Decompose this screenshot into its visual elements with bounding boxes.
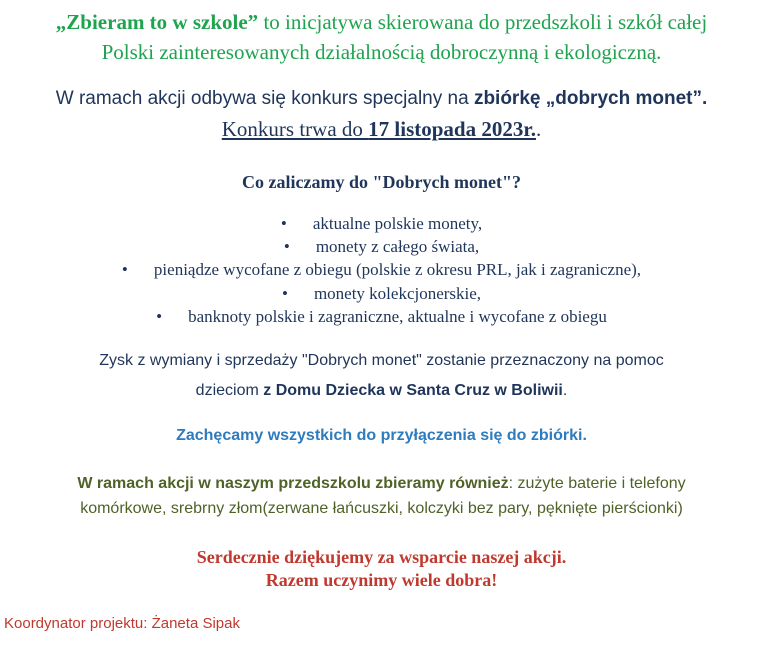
period: .	[562, 382, 568, 399]
coin-item-text: monety kolekcjonerskie,	[313, 284, 482, 303]
coin-item-text: pieniądze wycofane z obiegu (polskie z okresu PRL, jak i zagraniczne),	[153, 260, 642, 279]
bullet-icon: •	[121, 260, 128, 279]
profit-line-1: Zysk z wymiany i sprzedaży "Dobrych monet" zostanie przeznaczony na pomoc	[99, 352, 664, 369]
coin-item	[0, 307, 763, 327]
also-text: : zużyte baterie i telefony	[508, 475, 686, 492]
coin-item	[0, 284, 763, 304]
also-line-1	[0, 475, 763, 493]
bullet-icon: •	[280, 214, 287, 233]
profit-line-2	[0, 382, 763, 400]
coin-item-text: monety z całego świata,	[315, 237, 480, 256]
thanks-line-2: Razem uczynimy wiele dobra!	[265, 570, 498, 590]
coin-item	[0, 260, 763, 280]
campaign-name: „Zbieram to w szkole”	[55, 10, 259, 34]
contest-text: W ramach akcji odbywa się konkurs specjalny na	[55, 88, 474, 109]
also-heading: W ramach akcji w naszym przedszkolu zbieramy również	[77, 475, 509, 492]
thanks-line-1: Serdecznie dziękujemy za wsparcie naszej akcji.	[196, 547, 567, 567]
contest-duration: Konkurs trwa do	[221, 117, 369, 141]
coin-item-text: aktualne polskie monety,	[312, 214, 483, 233]
contest-name: zbiórkę „dobrych monet”.	[473, 88, 708, 109]
profit-text: dzieciom	[195, 382, 264, 399]
beneficiary: z Domu Dziecka w Santa Cruz w Boliwii	[263, 382, 563, 399]
coin-item-text: banknoty polskie i zagraniczne, aktualne i wycofane z obiegu	[188, 307, 607, 326]
coin-item	[0, 237, 763, 257]
bullet-icon: •	[283, 237, 290, 256]
coordinator: Koordynator projektu: Żaneta Sipak	[4, 615, 240, 632]
bullet-icon: •	[281, 284, 288, 303]
intro-line-2: Polski zainteresowanych działalnością dobroczynną i ekologiczną.	[101, 40, 662, 64]
bullet-icon: •	[156, 307, 163, 326]
contest-deadline: 17 listopada 2023r.	[368, 117, 536, 141]
intro-line-1	[0, 10, 763, 35]
invite-text: Zachęcamy wszystkich do przyłączenia się do zbiórki.	[176, 427, 587, 444]
contest-line-2	[0, 117, 763, 142]
period: .	[536, 117, 542, 141]
coin-item	[0, 214, 763, 234]
coins-heading: Co zaliczamy do "Dobrych monet"?	[242, 172, 521, 192]
also-line-2: komórkowe, srebrny złom(zerwane łańcuszki, kolczyki bez pary, pęknięte pierścionki)	[80, 500, 683, 517]
intro-text: to inicjatywa skierowana do przedszkoli i szkół całej	[258, 10, 708, 34]
contest-line-1	[0, 88, 763, 110]
